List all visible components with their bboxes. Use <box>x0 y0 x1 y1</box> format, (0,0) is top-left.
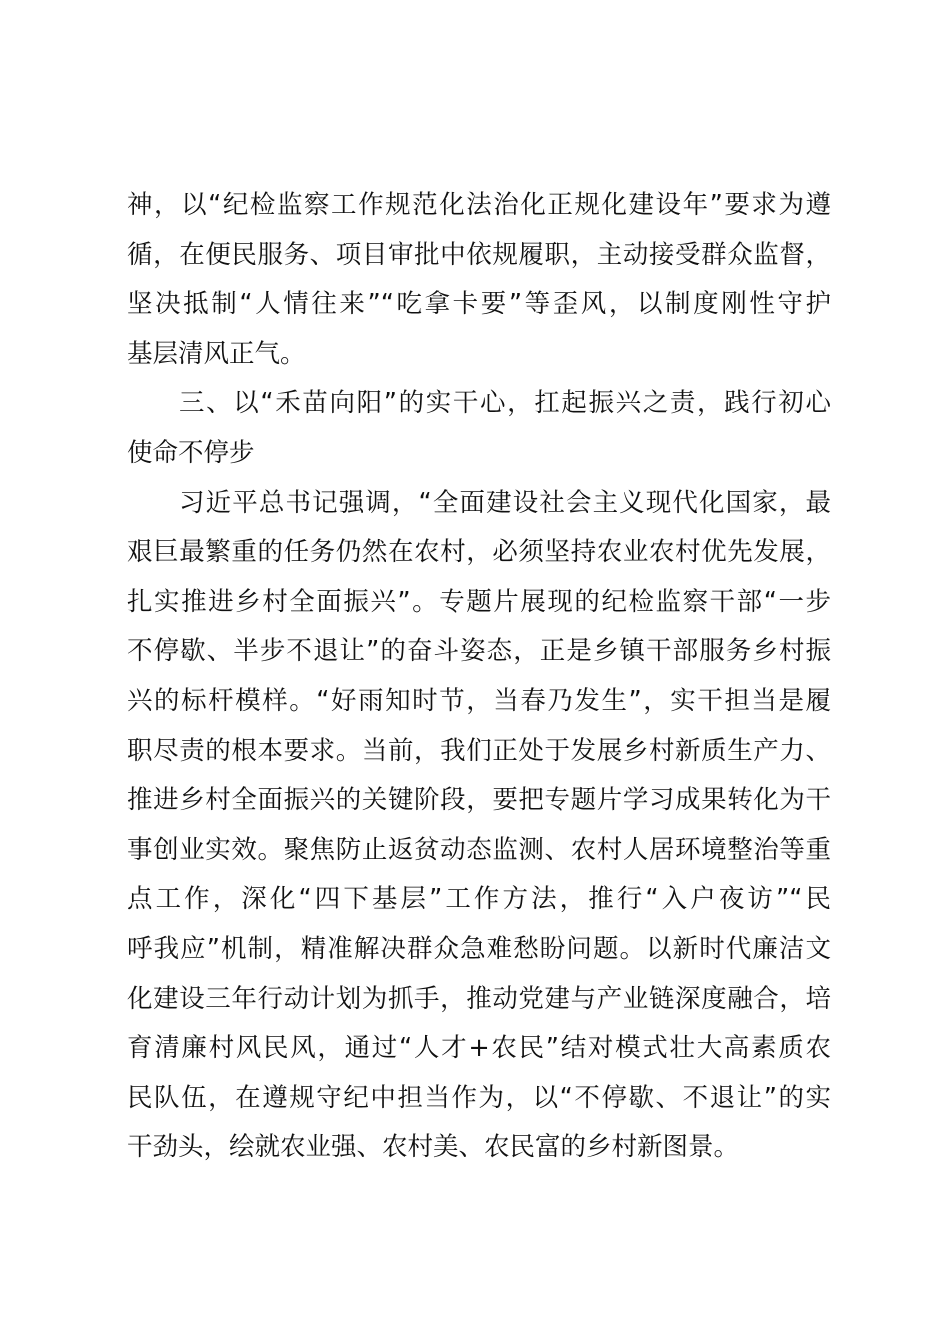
text-line: 艰巨最繁重的任务仍然在农村，必须坚持农业农村优先发展， <box>127 537 831 568</box>
text-line: 推进乡村全面振兴的关键阶段，要把专题片学习成果转化为干 <box>127 785 831 816</box>
text-line: 扎实推进乡村全面振兴”。专题片展现的纪检监察干部“一步 <box>127 586 831 617</box>
text-line: 坚决抵制“人情往来”“吃拿卡要”等歪风，以制度刚性守护 <box>127 289 831 320</box>
text-line: 干劲头，绘就农业强、农村美、农民富的乡村新图景。 <box>127 1132 740 1163</box>
text-line: 事创业实效。聚焦防止返贫动态监测、农村人居环境整治等重 <box>127 834 831 865</box>
heading-line: 三、以“禾苗向阳”的实干心，扛起振兴之责，践行初心 <box>179 388 831 419</box>
paragraph-continued <box>127 181 831 379</box>
text-line: 兴的标杆模样。“好雨知时节，当春乃发生”，实干担当是履 <box>127 685 831 716</box>
text-line: 习近平总书记强调，“全面建设社会主义现代化国家，最 <box>179 487 831 518</box>
text-line: 呼我应”机制，精准解决群众急难愁盼问题。以新时代廉洁文 <box>127 933 831 964</box>
heading-line: 使命不停步 <box>127 437 255 468</box>
section-heading <box>127 379 831 478</box>
text-line: 基层清风正气。 <box>127 338 306 369</box>
text-line: 化建设三年行动计划为抓手，推动党建与产业链深度融合，培 <box>127 983 831 1014</box>
text-line: 育清廉村风民风，通过“人才+农民”结对模式壮大高素质农 <box>127 1033 831 1064</box>
text-line: 民队伍，在遵规守纪中担当作为，以“不停歇、不退让”的实 <box>127 1082 831 1113</box>
text-line: 神，以“纪检监察工作规范化法治化正规化建设年”要求为遵 <box>127 190 831 220</box>
body-paragraph <box>127 479 831 1173</box>
text-line: 循，在便民服务、项目审批中依规履职，主动接受群众监督， <box>127 239 831 270</box>
document-page <box>127 181 831 1173</box>
text-line: 职尽责的根本要求。当前，我们正处于发展乡村新质生产力、 <box>127 735 831 766</box>
text-line: 点工作，深化“四下基层”工作方法，推行“入户夜访”“民 <box>127 884 831 915</box>
text-line: 不停歇、半步不退让”的奋斗姿态，正是乡镇干部服务乡村振 <box>127 636 831 667</box>
